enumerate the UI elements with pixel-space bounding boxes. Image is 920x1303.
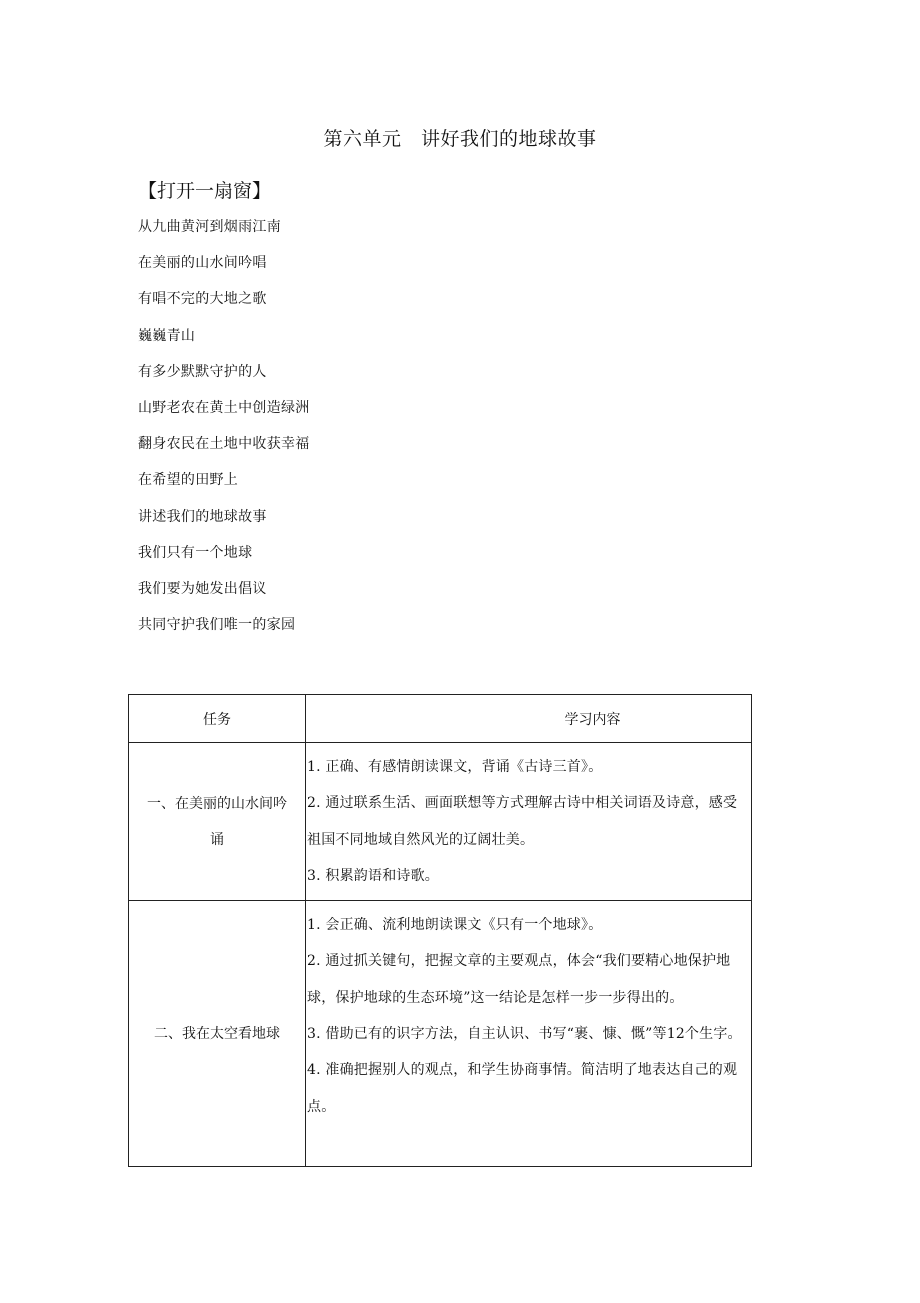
- poem-line: 讲述我们的地球故事: [138, 508, 267, 525]
- table-row: [129, 743, 752, 901]
- task-goals: [306, 743, 752, 901]
- poem-line: 巍巍青山: [138, 327, 196, 344]
- task-table: [128, 694, 752, 1167]
- poem-line: 山野老农在黄土中创造绿洲: [138, 399, 310, 416]
- goal-item: 3. 积累韵语和诗歌。: [307, 867, 440, 884]
- poem-line: 我们要为她发出倡议: [138, 580, 267, 597]
- goal-item: 3. 借助已有的识字方法，自主认识、书写“裹、慷、慨”等12个生字。: [307, 1026, 742, 1043]
- poem-line: 在希望的田野上: [138, 472, 239, 489]
- goal-item: 1. 正确、有感情朗读课文，背诵《古诗三首》。: [307, 759, 603, 775]
- poem-line: 从九曲黄河到烟雨江南: [138, 219, 281, 235]
- goal-item: 2. 通过联系生活、画面联想等方式理解古诗中相关词语及诗意，感受祖国不同地域自然风光的辽阔壮美。: [307, 795, 738, 848]
- page-title: 第六单元 讲好我们的地球故事: [323, 128, 597, 150]
- section-heading: 【打开一扇窗】: [138, 180, 272, 202]
- poem-line: 有唱不完的大地之歌: [138, 291, 267, 308]
- header-content: [306, 695, 752, 743]
- task-name: 二、我在太空看地球: [129, 901, 306, 1167]
- poem-line: 共同守护我们唯一的家园: [138, 617, 296, 634]
- poem: [138, 217, 310, 651]
- table-row: [129, 901, 752, 1167]
- header-content-label: 学习内容: [564, 711, 621, 728]
- header-task: 任务: [129, 695, 306, 743]
- poem-line: 我们只有一个地球: [138, 544, 253, 561]
- poem-line: 在美丽的山水间吟唱: [138, 255, 267, 272]
- poem-line: 翻身农民在土地中收获幸福: [138, 436, 310, 453]
- table-header-row: [129, 695, 752, 743]
- poem-line: 有多少默默守护的人: [138, 363, 267, 380]
- goal-item: 1. 会正确、流利地朗读课文《只有一个地球》。: [307, 917, 603, 934]
- goal-item: 2. 通过抓关键句，把握文章的主要观点，体会“我们要精心地保护地球，保护地球的生态环境”这一结论是怎样一步一步得出的。: [307, 953, 731, 1006]
- task-goals: [306, 901, 752, 1167]
- task-name: 一、在美丽的山水间吟诵: [129, 743, 306, 901]
- goal-item: 4. 准确把握别人的观点，和学生协商事情。简洁明了地表达自己的观点。: [307, 1062, 738, 1115]
